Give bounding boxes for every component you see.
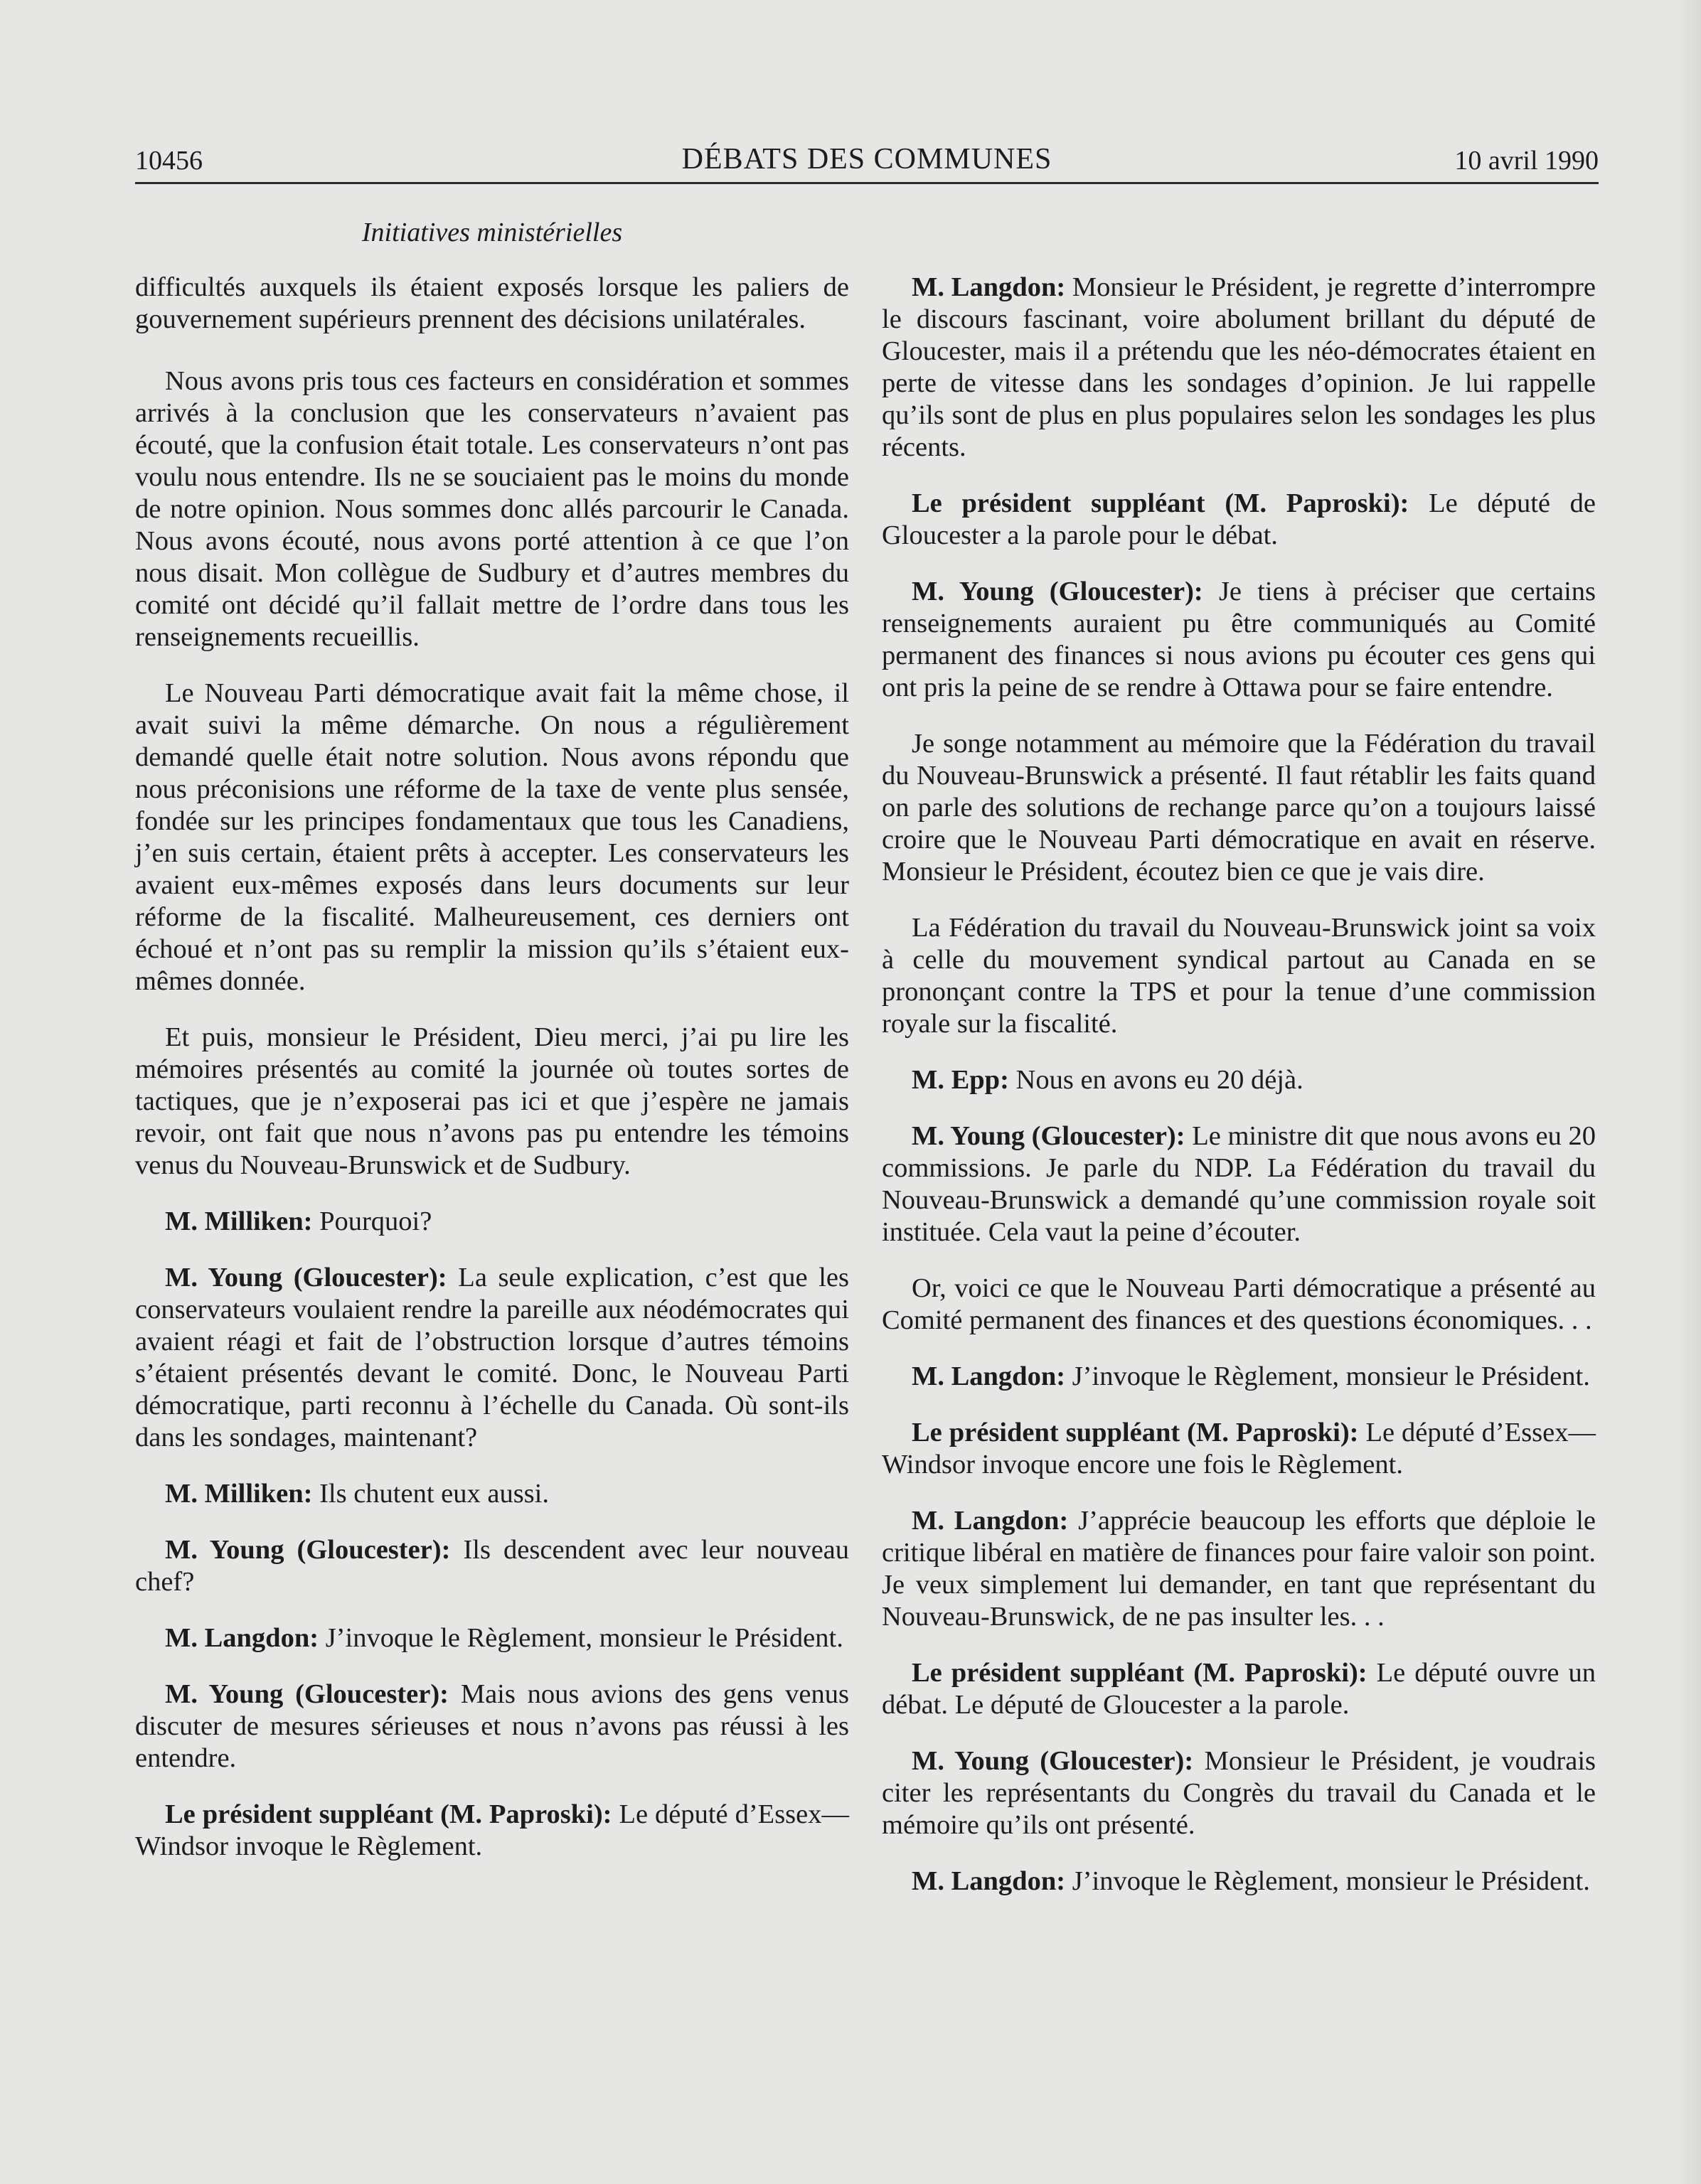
speech-text: J’invoque le Règlement, monsieur le Président. [1072, 1866, 1590, 1896]
paragraph-text: Or, voici ce que le Nouveau Parti démocratique a présenté au Comité permanent des finances et des questions économiques. . . [882, 1273, 1596, 1335]
publication-title: DÉBATS DES COMMUNES [681, 143, 1052, 176]
speech-text: Je tiens à préciser que certains renseignements auraient pu être communiqués au Comité permanent des finances si nous avions pu écouter ces gens qui ont pris la peine de se rendre à Ottawa pour se faire entendre. [882, 577, 1596, 702]
speech-paragraph [135, 1478, 849, 1510]
speech-text: Monsieur le Président, je regrette d’interrompre le discours fascinant, voire abolument brillant du député de Gloucester, mais il a prétendu que les néo-démocrates étaient en perte de vitesse dans les sondages d’opinion. Je lui rappelle qu’ils sont de plus en plus populaires selon les sondages les plus récents. [882, 272, 1596, 462]
speech-text: Ils descendent avec leur nouveau chef? [135, 1535, 850, 1597]
page-header [135, 142, 1599, 184]
speech-paragraph [135, 1799, 849, 1863]
speaker-name: Le président suppléant (M. Paproski): [165, 1799, 612, 1829]
paragraph-text: Nous avons pris tous ces facteurs en considération et sommes arrivés à la conclusion que les conservateurs n’avaient pas écouté, que la confusion était totale. Les conservateurs n’ont pas voulu nous entendre. Ils ne se souciaient pas le moins du monde de notre opinion. Nous sommes donc allés parcourir le Canada. Nous avons écouté, nous avons porté attention à ce que l’on nous disait. Mon collègue de Sudbury et d’autres membres du comité ont décidé qu’il fallait mettre de l’ordre dans tous les renseignements recueillis. [135, 366, 849, 652]
paragraph [882, 1273, 1596, 1337]
speaker-name: M. Young (Gloucester): [912, 1121, 1185, 1151]
speech-text: La seule explication, c’est que les conservateurs voulaient rendre la pareille aux néodémocrates qui avaient réagi et fait de l’obstruction lorsque d’autres témoins s’étaient présentés devant le comité. Donc, le Nouveau Parti démocratique, parti reconnu à l’échelle du Canada. Où sont-ils dans les sondages, maintenant? [135, 1263, 849, 1452]
speech-text: Monsieur le Président, je voudrais citer les représentants du Congrès du travail du Canada et le mémoire qu’ils ont présenté. [882, 1746, 1596, 1840]
paragraph-text: difficultés auxquels ils étaient exposés lorsque les paliers de gouvernement supérieurs prennent des décisions unilatérales. [135, 272, 849, 334]
speech-paragraph [882, 1120, 1596, 1248]
speech-text: Mais nous avions des gens venus discuter de mesures sérieuses et nous n’avons pas réussi à les entendre. [135, 1679, 849, 1773]
paragraph [135, 272, 849, 336]
paragraph [135, 678, 849, 997]
speaker-name: M. Young (Gloucester): [165, 1263, 447, 1292]
speech-paragraph [882, 576, 1596, 704]
speech-text: Le ministre dit que nous avons eu 20 commissions. Je parle du NDP. La Fédération du travail du Nouveau-Brunswick a demandé qu’une commission royale soit instituée. Cela vaut la peine d’écouter. [882, 1121, 1596, 1247]
speech-paragraph [882, 1505, 1596, 1633]
speaker-name: Le président suppléant (M. Paproski): [912, 1658, 1367, 1688]
speaker-name: M. Young (Gloucester): [912, 577, 1203, 606]
speaker-name: M. Young (Gloucester): [165, 1535, 451, 1565]
speech-paragraph [135, 1679, 849, 1774]
speaker-name: M. Epp: [912, 1065, 1009, 1095]
speech-text: Le député de Gloucester a la parole pour le débat. [882, 488, 1596, 550]
speaker-name: Le président suppléant (M. Paproski): [912, 488, 1409, 518]
paragraph [882, 728, 1596, 888]
speech-text: Ils chutent eux aussi. [319, 1479, 549, 1509]
speaker-name: M. Langdon: [912, 1361, 1066, 1391]
speech-text: J’invoque le Règlement, monsieur le Président. [1072, 1361, 1590, 1391]
speaker-name: M. Langdon: [912, 272, 1066, 302]
speech-paragraph [135, 1534, 849, 1598]
speaker-name: M. Milliken: [165, 1206, 313, 1236]
speech-paragraph [882, 1745, 1596, 1841]
right-column [882, 272, 1596, 1922]
paragraph [882, 912, 1596, 1040]
speaker-name: M. Langdon: [912, 1866, 1066, 1896]
speech-text: J’apprécie beaucoup les efforts que déploie le critique libéral en matière de finances pour faire valoir son point. Je veux simplement lui demander, en tant que représentant du Nouveau-Brunswick, de ne pas insulter les. . . [882, 1506, 1596, 1632]
speaker-name: M. Langdon: [165, 1623, 319, 1653]
speech-text: Le député ouvre un débat. Le député de Gloucester a la parole. [882, 1658, 1596, 1720]
paragraph-text: Et puis, monsieur le Président, Dieu merci, j’ai pu lire les mémoires présentés au comité la journée où toutes sortes de tactiques, que je n’exposerai pas ici et que j’espère ne jamais revoir, ont fait que nous n’avons pas pu entendre les témoins venus du Nouveau-Brunswick et de Sudbury. [135, 1022, 849, 1180]
speech-paragraph [882, 1361, 1596, 1393]
speaker-name: Le président suppléant (M. Paproski): [912, 1418, 1359, 1447]
speech-paragraph [882, 1064, 1596, 1096]
paragraph [135, 365, 849, 653]
speaker-name: M. Young (Gloucester): [912, 1746, 1194, 1776]
left-column [135, 272, 849, 1887]
paragraph [135, 1022, 849, 1182]
page-edge [1675, 0, 1701, 2184]
speech-paragraph [882, 1866, 1596, 1897]
speech-text: Pourquoi? [319, 1206, 432, 1236]
speech-paragraph [882, 1657, 1596, 1721]
page-number: 10456 [135, 146, 203, 176]
speech-paragraph [882, 1417, 1596, 1481]
speech-text: Nous en avons eu 20 déjà. [1015, 1065, 1303, 1095]
speaker-name: M. Langdon: [912, 1506, 1069, 1536]
speech-paragraph [135, 1622, 849, 1654]
speech-text: J’invoque le Règlement, monsieur le Président. [325, 1623, 843, 1653]
speech-paragraph [882, 272, 1596, 464]
section-heading: Initiatives ministérielles [361, 218, 623, 247]
page-date: 10 avril 1990 [1454, 146, 1599, 176]
speech-paragraph [882, 488, 1596, 552]
speech-text: Le député d’Essex—Windsor invoque encore une fois le Règlement. [882, 1418, 1596, 1479]
paragraph-text: La Fédération du travail du Nouveau-Brunswick joint sa voix à celle du mouvement syndical partout au Canada en se prononçant contre la TPS et pour la tenue d’une commission royale sur la fiscalité. [882, 913, 1596, 1039]
speech-paragraph [135, 1206, 849, 1238]
speech-text: Le député d’Essex—Windsor invoque le Règlement. [135, 1799, 849, 1861]
speaker-name: M. Milliken: [165, 1479, 313, 1509]
paragraph-text: Je songe notamment au mémoire que la Fédération du travail du Nouveau-Brunswick a présenté. Il faut rétablir les faits quand on parle des solutions de rechange parce qu’on a toujours laissé croire que le Nouveau Parti démocratique en avait en réserve. Monsieur le Président, écoutez bien ce que je vais dire. [882, 729, 1596, 887]
speaker-name: M. Young (Gloucester): [165, 1679, 449, 1709]
paragraph-text: Le Nouveau Parti démocratique avait fait la même chose, il avait suivi la même démarche. On nous a régulièrement demandé quelle était notre solution. Nous avons répondu que nous préconisions une réforme de la taxe de vente plus sensée, fondée sur les principes fondamentaux que tous les Canadiens, j’en suis certain, étaient prêts à accepter. Les conservateurs les avaient eux-mêmes exposés dans leurs documents sur leur réforme de la fiscalité. Malheureusement, ces derniers ont échoué et n’ont pas su remplir la mission qu’ils s’étaient eux-mêmes donnée. [135, 678, 849, 996]
speech-paragraph [135, 1262, 849, 1454]
